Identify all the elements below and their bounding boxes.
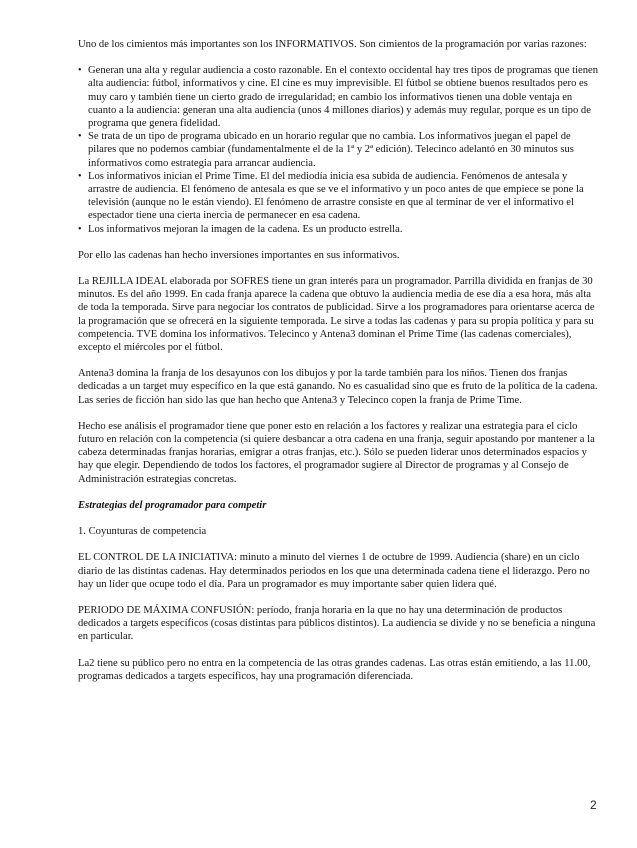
page-number: 2 — [590, 798, 597, 812]
paragraph-inversiones: Por ello las cadenas han hecho inversiones importantes en sus informativos. — [78, 249, 400, 261]
paragraph-la2: La2 tiene su público pero no entra en la competencia de las otras grandes cadenas. Las otras están emitiendo, a las 11.00, programas dedicados a targets específicos, hay una programación diferenciada. — [78, 657, 591, 682]
list-item: • Se trata de un tipo de programa ubicado en un horario regular que no cambia. Los informativos juegan el papel de pilares que no podemos cambiar (fundamentalmente el de la 1ª y 2ª edición). Telecinco adelantó en 30 minutos sus informativos como estrategia para arrancar audiencia. — [78, 130, 601, 170]
paragraph-maxima-confusion: PERIODO DE MÁXIMA CONFUSIÓN: período, franja horaria en la que no hay una determinación de productos dedicados a targets específicos (cosas distintas para públicos distintos). La audiencia se divide y no se beneficia a ninguna en particular. — [78, 604, 596, 643]
section-heading: Estrategias del programador para competir — [78, 499, 267, 511]
list-item: • Los informativos mejoran la imagen de la cadena. Es un producto estrella. — [78, 223, 601, 236]
document-page — [78, 38, 601, 683]
paragraph-analisis: Hecho ese análisis el programador tiene que poner esto en relación a los factores y realizar una estrategia para el ciclo futuro en relación con la competencia (si quiere desbancar a otra cadena en una franja, seguir apostando por mantener a la cabeza determinadas franjas horarias, emigrar a otras franjas, etc.). Sólo se pueden liderar unos determinados espacios y hay que elegir. Dependiendo de todos los factores, el programador sugiere al Director de programas y al Consejo de Administración estrategias concretas. — [78, 420, 595, 485]
list-item: • Los informativos inician el Prime Time. El del mediodía inicia esa subida de audiencia. Fenómenos de antesala y arrastre de audiencia. El fenómeno de antesala es que se ve el informativo y un poco antes de que empiece se pone la televisión (aunque no le están viendo). El fenómeno de arrastre consiste en que al terminar de ver el informativo el espectador tiene una cierta inercia de permanecer en esa cadena. — [78, 170, 601, 223]
intro-paragraph: Uno de los cimientos más importantes son los INFORMATIVOS. Son cimientos de la programación por varias razones: — [78, 39, 587, 50]
paragraph-rejilla-ideal: La REJILLA IDEAL elaborada por SOFRES tiene un gran interés para un programador. Parrilla dividida en franjas de 30 minutos. Es del año 1999. En cada franja aparece la cadena que obtuvo la audiencia media de ese día a esa hora, más alta de toda la temporada. Sirve para negociar los contratos de publicidad. Sirve a los programadores para orientarse acerca de la programación que se ofrecerá en la siguiente temporada. Le sirve a todas las cadenas y para su propia política y para su competencia. TVE domina los informativos. Telecinco y Antena3 dominan el Prime Time (las cadenas comerciales), excepto el miércoles por el fútbol. — [78, 276, 595, 354]
list-item: • Generan una alta y regular audiencia a costo razonable. En el contexto occidental hay tres tipos de programas que tienen alta audiencia: fútbol, informativos y cine. El cine es muy imprevisible. El fútbol se obtiene buenos resultados pero es muy caro y también tiene un cierto grado de irregularidad; en cambio los informativos tienen una doble ventaja en cuanto a la audiencia: generan una alta audiencia (unos 4 millones diarios) y además muy regular, porque es un tipo de programa que genera fidelidad. — [78, 64, 601, 130]
subheading: 1. Coyunturas de competencia — [78, 526, 207, 538]
paragraph-antena3: Antena3 domina la franja de los desayunos con los dibujos y por la tarde también para los niños. Tienen dos franjas dedicadas a un target muy específico en la que está ganando. No es casualidad sino que es fruto de la política de la cadena. Las series de ficción han sido las que han hecho que Antena3 y Telecinco copen la franja de Prime Time. — [78, 368, 598, 406]
paragraph-control-iniciativa: EL CONTROL DE LA INICIATIVA: minuto a minuto del viernes 1 de octubre de 1999. Audiencia (share) en un ciclo diario de las distintas cadenas. Hay determinados periodos en los que una determinada cadena tiene el liderazgo. Pero no hay un líder que ocupe todo el día. Para un programador es muy importante saber quien lidera qué. — [78, 552, 590, 590]
reasons-list — [78, 64, 601, 236]
